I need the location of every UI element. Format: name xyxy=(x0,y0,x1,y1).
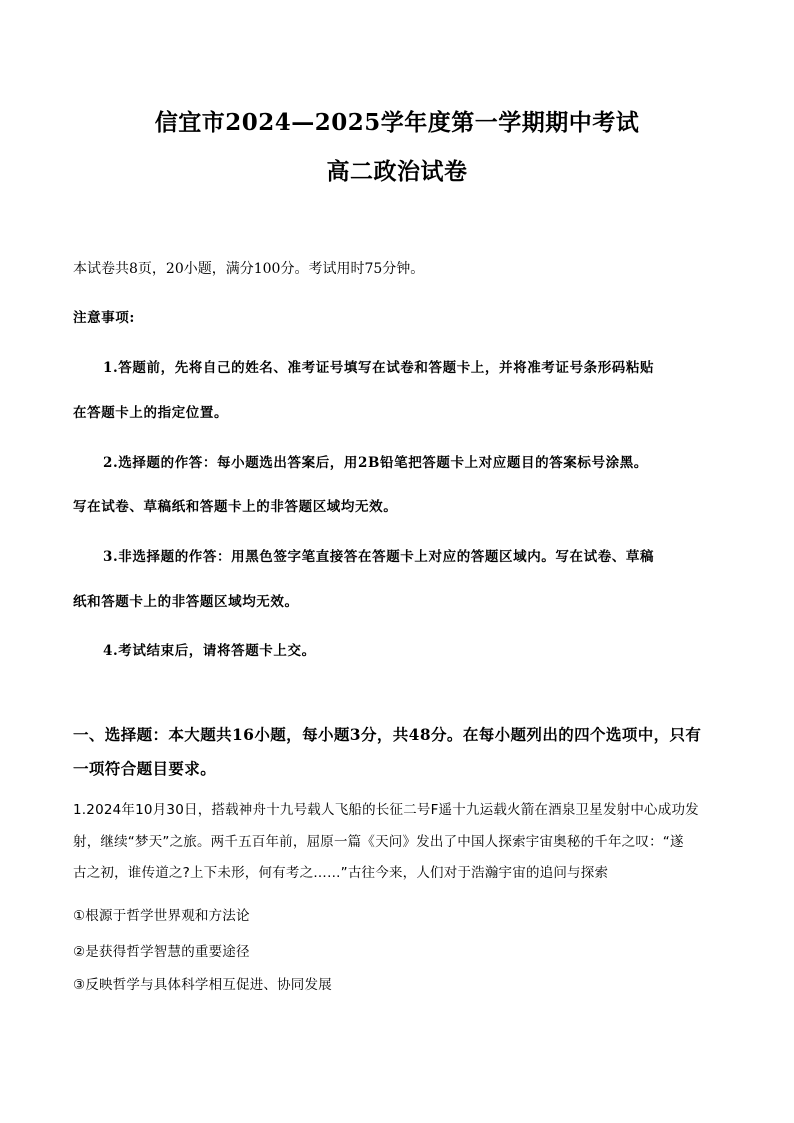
notice-item-1-line-2: 在答题卡上的指定位置。 xyxy=(73,405,229,421)
notice-item-3-line-1: 3.非选择题的作答：用黑色签字笔直接答在答题卡上对应的答题区域内。写在试卷、草稿 xyxy=(103,549,655,565)
notice-item-4: 4.考试结束后，请将答题卡上交。 xyxy=(103,643,316,659)
question-1-option-1: ①根源于哲学世界观和方法论 xyxy=(73,908,250,924)
question-1-option-3: ③反映哲学与具体科学相互促进、协同发展 xyxy=(73,977,332,993)
question-1-option-2: ②是获得哲学智慧的重要途径 xyxy=(73,944,250,960)
section-heading-line-1: 一、选择题：本大题共16小题，每小题3分，共48分。在每小题列出的四个选项中，只有 xyxy=(73,725,702,744)
section-heading-line-2: 一项符合题目要求。 xyxy=(73,759,217,778)
exam-subtitle: 高二政治试卷 xyxy=(326,158,468,185)
exam-summary: 本试卷共8页，20小题，满分100分。考试用时75分钟。 xyxy=(73,261,425,277)
notice-item-2-line-2: 写在试卷、草稿纸和答题卡上的非答题区域均无效。 xyxy=(73,499,398,515)
exam-title: 信宜市2024—2025学年度第一学期期中考试 xyxy=(154,109,640,136)
question-1-stem-line-1: 1.2024年10月30日，搭载神舟十九号载人飞船的长征二号F遥十九运载火箭在酒泉卫星发射中心成功发 xyxy=(73,802,699,818)
notice-item-3-line-2: 纸和答题卡上的非答题区域均无效。 xyxy=(73,594,299,610)
notice-heading: 注意事项: xyxy=(73,310,135,326)
question-1-stem-line-2: 射，继续“梦天”之旅。两千五百年前，屈原一篇《天问》发出了中国人探索宇宙奥秘的千年之叹：“遂 xyxy=(73,834,684,850)
notice-item-1-line-1: 1.答题前，先将自己的姓名、准考证号填写在试卷和答题卡上，并将准考证号条形码粘贴 xyxy=(103,360,655,376)
notice-item-2-line-1: 2.选择题的作答：每小题选出答案后，用2B铅笔把答题卡上对应题目的答案标号涂黑。 xyxy=(103,455,648,471)
question-1-stem-line-3: 古之初，谁传道之?上下未形，何有考之……”古往今来，人们对于浩瀚宇宙的追问与探索 xyxy=(73,865,609,881)
